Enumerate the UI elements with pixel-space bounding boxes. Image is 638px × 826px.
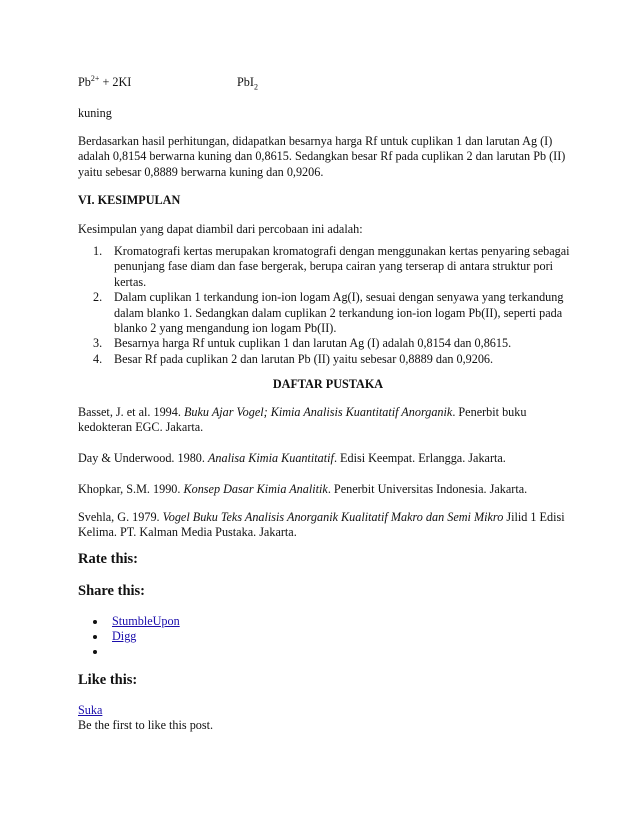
share-heading: Share this: xyxy=(78,583,146,599)
conclusion-intro: Kesimpulan yang dapat diambil dari percobaan ini adalah: xyxy=(78,222,363,236)
like-link[interactable]: Suka xyxy=(78,703,103,717)
references-heading: DAFTAR PUSTAKA xyxy=(272,377,384,391)
like-link-line xyxy=(78,703,578,718)
like-heading: Like this: xyxy=(78,672,138,688)
digg-link[interactable]: Digg xyxy=(112,629,137,643)
reference-item: Khopkar, S.M. 1990. Konsep Dasar Kimia Analitik. Penerbit Universitas Indonesia. Jakarta. xyxy=(78,482,528,496)
rate-heading: Rate this: xyxy=(78,551,139,567)
list-item: 3. Besarnya harga Rf untuk cuplikan 1 dan larutan Ag (I) adalah 0,8154 dan 0,8615. xyxy=(93,336,512,351)
share-list xyxy=(78,614,578,659)
bullet-icon xyxy=(93,620,97,624)
list-item: 4. Besar Rf pada cuplikan 2 dan larutan Pb (II) yaitu sebesar 0,8889 dan 0,9206. xyxy=(93,351,494,366)
bullet-icon xyxy=(93,635,97,639)
list-item: 1. Kromatografi kertas merupakan kromatografi dengan menggunakan kertas penyaring sebagai penunjang fase diam dan fase bergerak, berupa cairan yang terserap di antara struktur pori kertas. xyxy=(93,244,570,289)
color-word: kuning xyxy=(78,106,112,120)
like-text: Be the first to like this post. xyxy=(78,718,214,732)
reference-item: Svehla, G. 1979. Vogel Buku Teks Analisis Anorganik Kualitatif Makro dan Semi Mikro Jilid 1 Edisi Kelima. PT. Kalman Media Pustaka. Jakarta. xyxy=(78,510,565,540)
list-item: 2. Dalam cuplikan 1 terkandung ion-ion logam Ag(I), sesuai dengan senyawa yang terkandung dalam blanko 1. Sedangkan dalam cuplikan 2 terkandung ion-ion logam Pb(II), seperti pada blanko 2 yang mengandung ion logam Pb(II). xyxy=(93,290,564,336)
reference-item: Basset, J. et al. 1994. Buku Ajar Vogel; Kimia Analisis Kuantitatif Anorganik. Penerbit buku kedokteran EGC. Jakarta. xyxy=(78,405,527,435)
reference-item: Day & Underwood. 1980. Analisa Kimia Kuantitatif. Edisi Keempat. Erlangga. Jakarta. xyxy=(78,451,506,465)
rf-paragraph: Berdasarkan hasil perhitungan, didapatkan besarnya harga Rf untuk cuplikan 1 dan larutan Ag (I) adalah 0,8154 berwarna kuning dan 0,8615. Sedangkan besar Rf pada cuplikan 2 dan larutan Pb (II) yaitu sebesar 0,8889 berwarna kuning dan 0,9206. xyxy=(78,134,566,179)
share-item-digg xyxy=(78,629,578,644)
stumbleupon-link[interactable]: StumbleUpon xyxy=(112,614,180,628)
bullet-icon xyxy=(93,650,97,654)
equation-right: PbI$_2$ xyxy=(237,75,258,92)
conclusion-list xyxy=(78,244,578,367)
section-heading: VI. KESIMPULAN xyxy=(78,193,181,207)
share-item-stumbleupon xyxy=(78,614,578,629)
share-item-empty xyxy=(78,644,578,659)
equation-left: $Pb^{2+} + 2KI$ xyxy=(78,73,132,89)
